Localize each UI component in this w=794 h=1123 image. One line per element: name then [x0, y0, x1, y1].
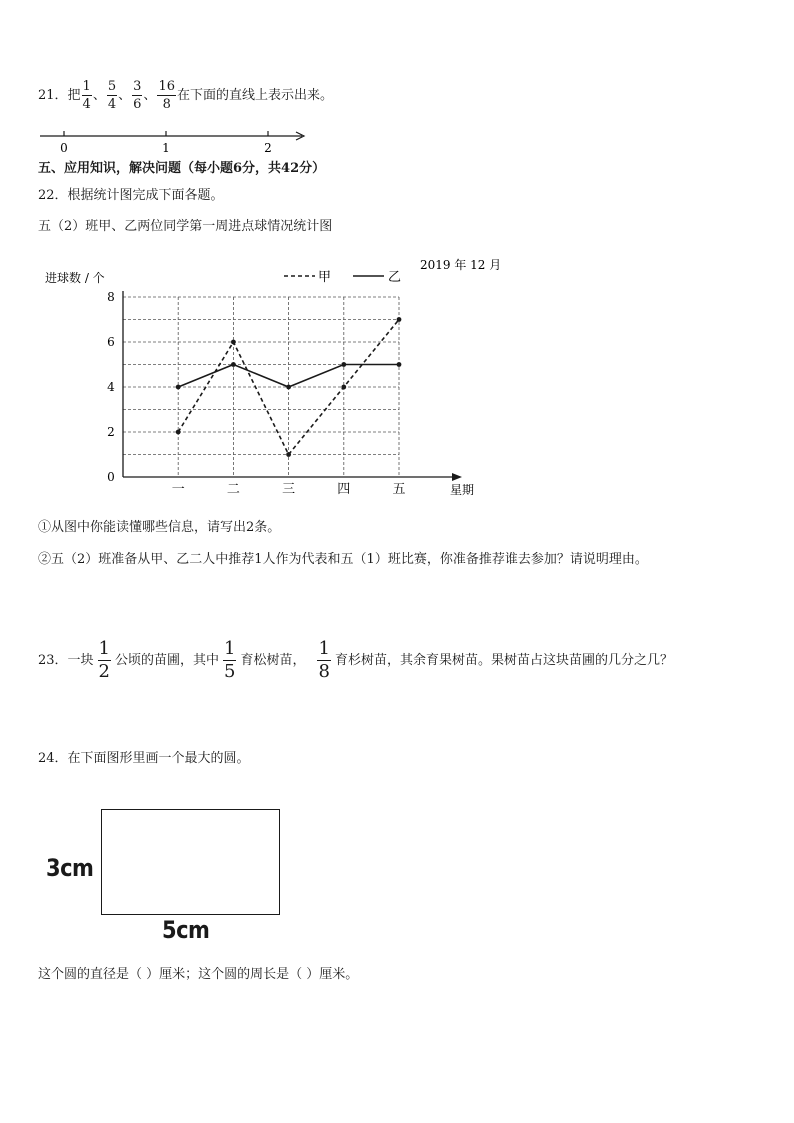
fraction-1-5: $\frac{1}{5}$ — [224, 638, 236, 682]
x-tick-label: 五 — [392, 482, 406, 497]
q21-tail: 在下面的直线上表示出来。 — [176, 88, 333, 103]
data-point-jia — [176, 430, 181, 435]
tick-label-2: 2 — [264, 141, 272, 155]
chart-labels — [107, 290, 474, 497]
fraction-1-8: $\frac{1}{8}$ — [318, 638, 330, 682]
data-point-yi — [231, 362, 236, 367]
x-tick-label: 二 — [226, 482, 240, 497]
data-point-yi — [397, 362, 402, 367]
x-tick-label: 三 — [282, 482, 296, 497]
legend-label-yi: 乙 — [388, 270, 402, 285]
y-tick-label: 4 — [107, 380, 115, 394]
q24-answer-line: 这个圆的直径是（ ）厘米；这个圆的周长是（ ）厘米。 — [38, 967, 359, 982]
legend — [284, 270, 401, 285]
x-tick-label: 一 — [171, 482, 185, 497]
data-point-yi — [176, 385, 181, 390]
q22-text: 22．根据统计图完成下面各题。 — [38, 188, 224, 203]
legend-label-jia: 甲 — [318, 270, 332, 285]
data-point-jia — [397, 317, 402, 322]
data-point-yi — [286, 385, 291, 390]
x-axis-label: 星期 — [450, 483, 475, 497]
number-line[interactable] — [38, 124, 308, 158]
fraction-16-8: $\frac{16}{8}$ — [158, 79, 175, 112]
fraction-5-4: $\frac{5}{4}$ — [107, 79, 117, 112]
tick-label-0: 0 — [60, 141, 68, 155]
y-axis-label: 进球数 / 个 — [45, 271, 105, 285]
q22-sub2: ②五（2）班准备从甲、乙二人中推荐1人作为代表和五（1）班比赛，你准备推荐谁去参加？请说明理由。 — [38, 552, 648, 567]
y-tick-label: 6 — [107, 335, 115, 349]
fraction-3-6: $\frac{3}{6}$ — [133, 79, 142, 112]
q23-line: 23．一块 $\frac{1}{2}$ 公顷的苗圃，其中 $\frac{1}{5}$ 育松树苗， $\frac{1}{8}$ 育杉树苗，其余育果树苗。果树苗占这块苗圃的几分之几？ — [38, 638, 673, 682]
q21-line: 21．把 $\frac{1}{4}$ 、 $\frac{5}{4}$ 、 $\frac{3}{6}$ 、 $\frac{16}{8}$ 在下面的直线上表示出来。 — [38, 79, 333, 112]
data-point-yi — [341, 362, 346, 367]
q22-sub1: ①从图中你能读懂哪些信息，请写出2条。 — [38, 520, 281, 535]
chart-grid — [123, 297, 399, 477]
section-heading: 五、应用知识，解决问题（每小题6分，共42分） — [38, 161, 326, 176]
q21-number: 21．把 — [38, 88, 81, 103]
x-tick-label: 四 — [337, 482, 351, 497]
line-chart — [40, 252, 502, 504]
height-label: 3cm — [46, 854, 94, 882]
tick-label-1: 1 — [162, 141, 170, 155]
data-point-jia — [231, 340, 236, 345]
y-tick-label: 0 — [107, 470, 115, 484]
q24-text: 24．在下面图形里画一个最大的圆。 — [38, 751, 250, 766]
chart-date: 2019 年 12 月 — [420, 258, 502, 272]
width-label: 5cm — [162, 916, 210, 944]
chart-caption: 五（2）班甲、乙两位同学第一周进点球情况统计图 — [38, 219, 333, 234]
fraction-1-4: $\frac{1}{4}$ — [82, 79, 91, 112]
y-tick-label: 8 — [107, 290, 115, 304]
x-axis-arrow — [452, 473, 462, 481]
data-point-jia — [286, 452, 291, 457]
data-point-jia — [341, 385, 346, 390]
y-tick-label: 2 — [107, 425, 115, 439]
fraction-1-2: $\frac{1}{2}$ — [98, 638, 110, 682]
rectangle-figure[interactable] — [101, 809, 280, 915]
